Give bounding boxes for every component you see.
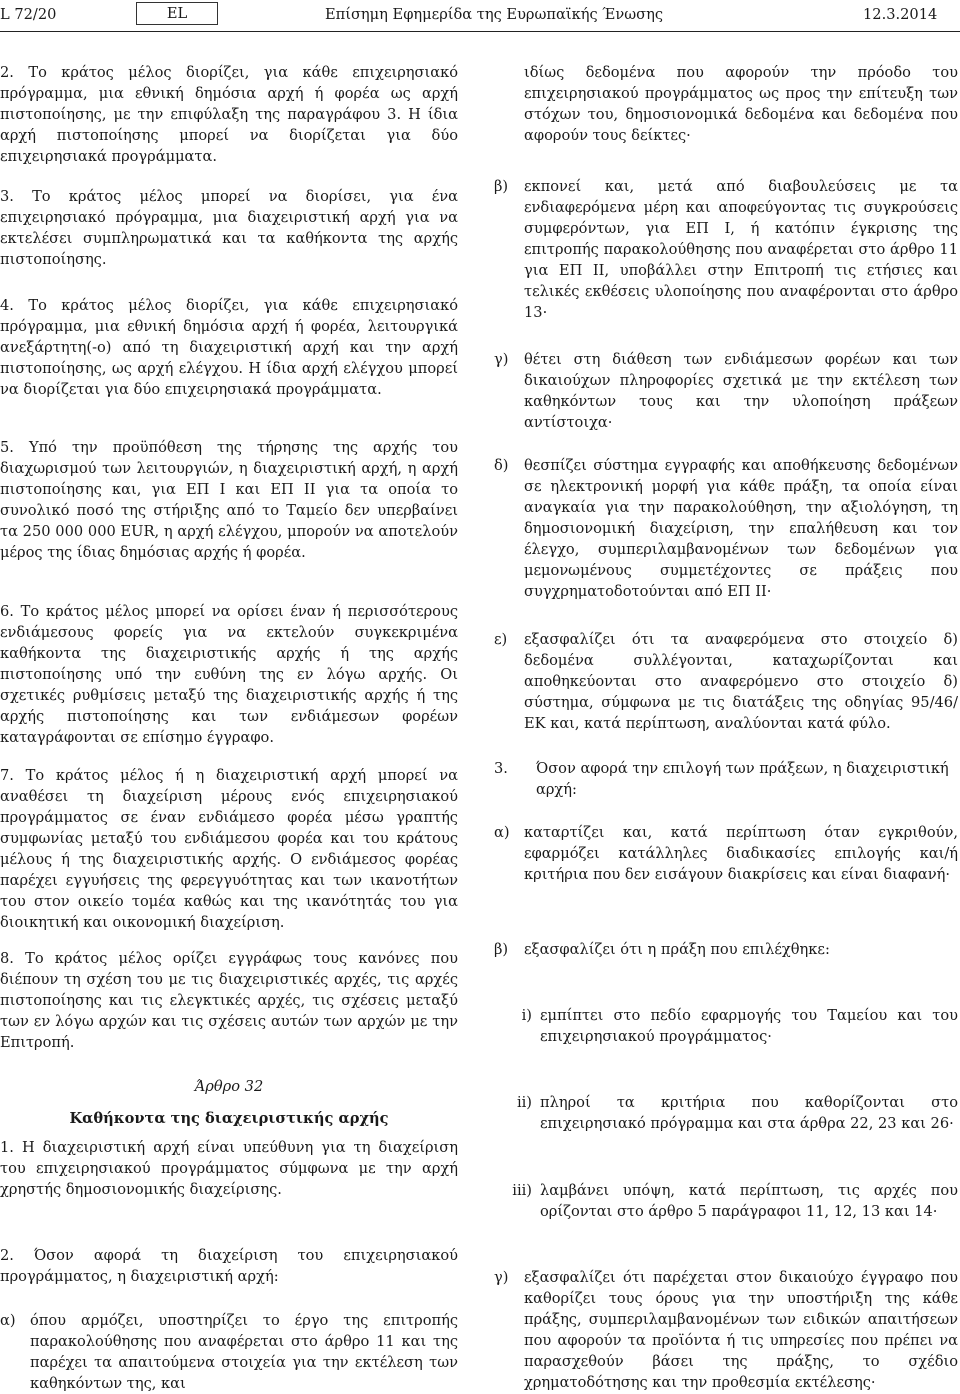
list-marker: ε) [494,631,508,648]
publication-date: 12.3.2014 [863,6,938,23]
header-rule [0,31,960,32]
list-item-text: εξασφαλίζει ότι τα αναφερόμενα στο στοιχείο δ) δεδομένα συλλέγονται, καταχωρίζονται και αποθηκεύονται στο αναφερόμενο στο στοιχείο δ) σύστημα, σύμφωνα με τις διατάξεις της οδηγίας 95/46/ΕΚ και, κατά περίπτωση, αναλύονται κατά φύλο. [524,631,958,732]
list-item-text: εκπονεί και, μετά από διαβουλεύσεις με τα ενδιαφερόμενα μέρη και αποφεύγοντας τις συγκρούσεις συμφερόντων, για ΕΠ I, ή κατόπιν έγκρισης της επιτροπής παρακολούθησης που αναφέρεται στο άρθρο 11 για ΕΠ II, υποβάλλει στην Επιτροπή τις ετήσιες και τελικές εκθέσεις υλοποίησης που αναφέρονται στο άρθρο 13· [524,178,958,321]
list-marker: γ) [494,1269,509,1286]
paragraph-3-heading [494,758,958,800]
list-item-text: εμπίπτει στο πεδίο εφαρμογής του Ταμείου και του επιχειρησιακού προγράμματος· [540,1007,958,1045]
subitem-i [494,1005,958,1047]
list-item-text: λαμβάνει υπόψη, κατά περίπτωση, τις αρχές που ορίζονται στο άρθρο 5 παράγραφοι 11, 12, 13 και 14· [540,1182,958,1220]
subitem-iii [494,1180,958,1222]
list-item-text: εξασφαλίζει ότι η πράξη που επιλέχθηκε: [524,941,830,958]
paragraph-number: 3. [494,760,508,777]
language-code-box: EL [136,2,218,25]
list-item-text: καταρτίζει και, κατά περίπτωση όταν εγκριθούν, εφαρμόζει κατάλληλες διαδικασίες επιλογής και/ή κριτήρια που δεν εισάγουν διακρίσεις και είναι διαφανή· [524,824,958,883]
paragraph-5: 5. Υπό την προϋπόθεση της τήρησης της αρχής του διαχωρισμού των λειτουργιών, η διαχειριστική αρχή, η αρχή πιστοποίησης και, για ΕΠ I και ΕΠ II για τα οποία το συνολικό ποσό της στήριξης από το Ταμείο δεν υπερβαίνει τα 250 000 000 EUR, η αρχή ελέγχου, μπορούν να αποτελούν μέρος της ίδιας δημόσιας αρχής ή φορέα. [0,439,458,561]
list-marker: γ) [494,351,509,368]
selection-item-c [494,1267,958,1393]
paragraph-3: 3. Το κράτος μέλος μπορεί να διορίσει, για ένα επιχειρησιακό πρόγραμμα, μια διαχειριστική αρχή για να εκτελέσει συμπληρωματικά και τα καθήκοντα της αρχής πιστοποίησης. [0,188,458,268]
list-item-text: θεσπίζει σύστημα εγγραφής και αποθήκευσης δεδομένων σε ηλεκτρονική μορφή για κάθε πράξη, τα οποία είναι αναγκαία για την παρακολούθηση, την αξιολόγηση, τη δημοσιονομική διαχείριση, την επαλήθευση και τον έλεγχο, συμπεριλαμβανομένων των δεδομένων για μεμονωμένους συμμετέχοντες σε πράξεις που συγχρηματοδοτούνται από ΕΠ II· [524,457,958,600]
list-item-e [494,629,958,734]
list-marker: ii) [516,1094,532,1111]
list-item-text: όπου αρμόζει, υποστηρίζει το έργο της επιτροπής παρακολούθησης που αναφέρεται στο άρθρο 11 και της παρέχει τα απαιτούμενα στοιχεία για την εκτέλεση των καθηκόντων της, και [30,1312,458,1392]
list-item-text: εξασφαλίζει ότι παρέχεται στον δικαιούχο έγγραφο που καθορίζει τους όρους για την υποστήριξη της κάθε πράξης, συμπεριλαμβανομένων των ειδικών απαιτήσεων που αφορούν τα προϊόντα ή τις υπηρεσίες που πρέπει να παρασχεθούν βάσει της πράξης, το σχέδιο χρηματοδότησης και την προθεσμία εκτέλεσης· [524,1269,958,1391]
selection-item-a [494,822,958,885]
article-paragraph-2: 2. Όσον αφορά τη διαχείριση του επιχειρησιακού προγράμματος, η διαχειριστική αρχή: [0,1247,458,1285]
paragraph-7: 7. Το κράτος μέλος ή η διαχειριστική αρχή μπορεί να αναθέσει τη διαχείριση μέρους ενός επιχειρησιακού προγράμματος σε έναν ενδιάμεσο φορέα μέσω γραπτής συμφωνίας μεταξύ του ενδιάμεσου φορέα και του κράτους μέλους ή της διαχειριστικής αρχής. Ο ενδιάμεσος φορέας παρέχει εγγυήσεις της φερεγγυότητας και των ικανοτήτων του στον οικείο τομέα καθώς και της ικανότητάς του για διοικητική και οικονομική διαχείριση. [0,767,458,931]
list-item-text: πληροί τα κριτήρια που καθορίζονται στο επιχειρησιακό πρόγραμμα και στα άρθρα 22, 23 και 26· [540,1094,958,1132]
list-marker: iii) [512,1182,532,1199]
paragraph-8: 8. Το κράτος μέλος ορίζει εγγράφως τους κανόνες που διέπουν τη σχέση του με τις διαχειριστικές αρχές, τις αρχές πιστοποίησης και τις ελεγκτικές αρχές, τις σχέσεις μεταξύ των εν λόγω αρχών και τις σχέσεις αυτών των αρχών με την Επιτροπή. [0,950,458,1051]
continuation-text: ιδίως δεδομένα που αφορούν την πρόοδο του επιχειρησιακού προγράμματος ως προς την επίτευξη των στόχων του, δημοσιονομικά δεδομένα και δεδομένα που αφορούν τους δείκτες· [524,64,958,144]
article-paragraph-1: 1. Η διαχειριστική αρχή είναι υπεύθυνη για τη διαχείριση του επιχειρησιακού προγράμματος σύμφωνα με την αρχή χρηστής δημοσιονομικής διαχείρισης. [0,1139,458,1198]
paragraph-4: 4. Το κράτος μέλος διορίζει, για κάθε επιχειρησιακό πρόγραμμα, μια εθνική δημόσια αρχή ή φορέα, λειτουργικά ανεξάρτητη(-ο) από τη διαχειριστική αρχή και την αρχή πιστοποίησης, ως αρχή ελέγχου. Η ίδια αρχή ελέγχου μπορεί να διορίζεται για δύο επιχειρησιακά προγράμματα. [0,297,458,398]
list-marker: δ) [494,457,509,474]
list-item-a [0,1310,458,1394]
article-title: Άρθρο 32 [194,1078,264,1095]
journal-title: Επίσημη Εφημερίδα της Ευρωπαϊκής Ένωσης [325,6,664,23]
list-marker: α) [494,824,510,841]
list-marker: i) [521,1007,532,1024]
selection-item-b [494,939,958,960]
list-marker: α) [0,1312,16,1329]
page-reference: L 72/20 [0,6,57,23]
page-header [0,0,960,34]
list-item-text: θέτει στη διάθεση των ενδιάμεσων φορέων και των δικαιούχων πληροφορίες σχετικά με την εκτέλεση των καθηκόντων τους και την υλοποίηση πράξεων αντίστοιχα· [524,351,958,431]
list-item-d [494,455,958,602]
list-marker: β) [494,178,509,195]
list-item-c [494,349,958,433]
list-item-b [494,176,958,323]
paragraph-text: Όσον αφορά την επιλογή των πράξεων, η διαχειριστική αρχή: [536,760,949,798]
paragraph-2: 2. Το κράτος μέλος διορίζει, για κάθε επιχειρησιακό πρόγραμμα, μια εθνική δημόσια αρχή ή φορέα ως αρχή πιστοποίησης, με την επιφύλαξη της παραγράφου 3. Η ίδια αρχή πιστοποίησης μπορεί να διορίζεται για δύο επιχειρησιακά προγράμματα. [0,64,458,165]
subitem-ii [494,1092,958,1134]
list-marker: β) [494,941,509,958]
paragraph-6: 6. Το κράτος μέλος μπορεί να ορίσει έναν ή περισσότερους ενδιάμεσους φορείς για να εκτελούν συγκεκριμένα καθήκοντα της διαχειριστικής αρχής ή της αρχής πιστοποίησης υπό την ευθύνη της εν λόγω αρχής. Οι σχετικές ρυθμίσεις μεταξύ της διαχειριστικής αρχής ή της αρχής πιστοποίησης και των ενδιάμεσων φορέων καταγράφονται σε επίσημο έγγραφο. [0,603,458,746]
article-subtitle: Καθήκοντα της διαχειριστικής αρχής [69,1110,389,1127]
